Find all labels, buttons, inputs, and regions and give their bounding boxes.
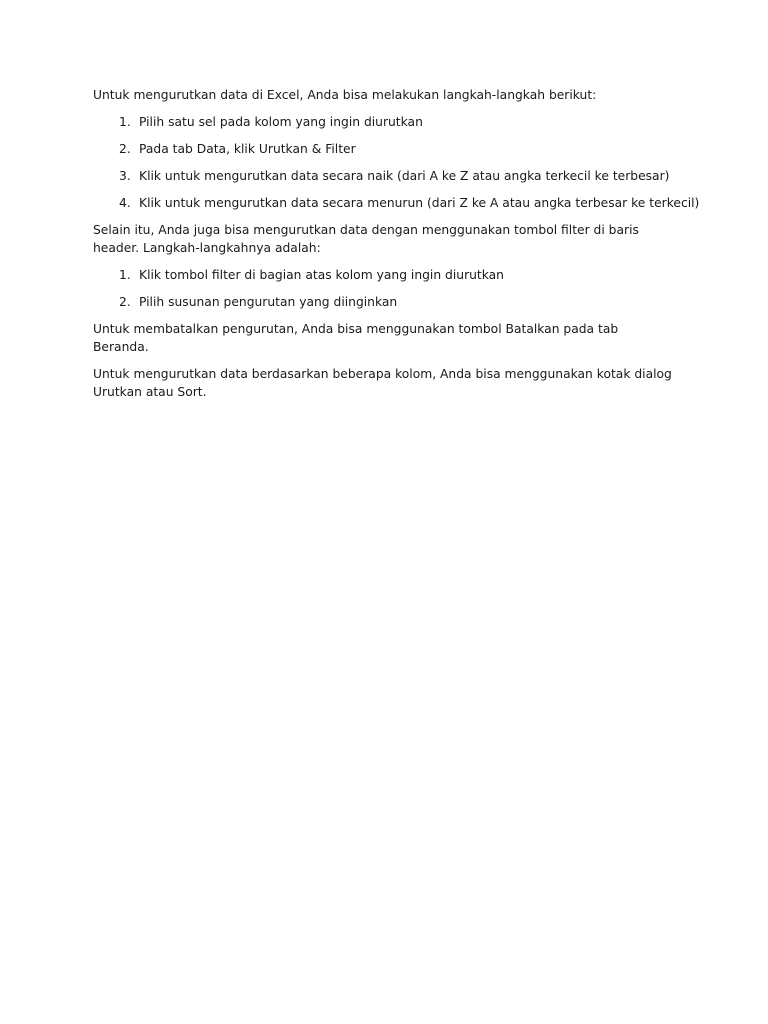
multi-column-paragraph bbox=[93, 365, 673, 401]
list-number: 2. bbox=[119, 295, 131, 309]
list-number: 4. bbox=[119, 196, 131, 210]
filter-paragraph bbox=[93, 221, 673, 257]
list-number: 1. bbox=[119, 115, 131, 129]
list-item bbox=[93, 266, 673, 284]
filter-paragraph-line-2: header. Langkah-langkahnya adalah: bbox=[93, 241, 321, 255]
list-item bbox=[93, 194, 700, 212]
list-item bbox=[93, 167, 673, 185]
document-body bbox=[93, 86, 700, 410]
filter-paragraph-line-1: Selain itu, Anda juga bisa mengurutkan data dengan menggunakan tombol filter di baris bbox=[93, 223, 639, 237]
list-item-text: Pilih susunan pengurutan yang diinginkan bbox=[139, 295, 398, 309]
list-item bbox=[93, 140, 673, 158]
list-number: 3. bbox=[119, 169, 131, 183]
steps-list-sorting bbox=[93, 113, 700, 212]
multi-column-paragraph-line-1: Untuk mengurutkan data berdasarkan beberapa kolom, Anda bisa menggunakan kotak dialog bbox=[93, 367, 672, 381]
intro-paragraph: Untuk mengurutkan data di Excel, Anda bisa melakukan langkah-langkah berikut: bbox=[93, 88, 597, 102]
list-number: 2. bbox=[119, 142, 131, 156]
list-item-text: Klik untuk mengurutkan data secara naik (dari A ke Z atau angka terkecil ke terbesar) bbox=[139, 169, 670, 183]
list-item bbox=[93, 293, 673, 311]
list-number: 1. bbox=[119, 268, 131, 282]
multi-column-paragraph-line-2: Urutkan atau Sort. bbox=[93, 385, 207, 399]
list-item-text: Pilih satu sel pada kolom yang ingin diurutkan bbox=[139, 115, 423, 129]
undo-paragraph: Untuk membatalkan pengurutan, Anda bisa menggunakan tombol Batalkan pada tab Beranda. bbox=[93, 322, 619, 354]
list-item-text: Klik untuk mengurutkan data secara menurun (dari Z ke A atau angka terbesar ke terkecil) bbox=[139, 196, 700, 210]
list-item-text: Pada tab Data, klik Urutkan & Filter bbox=[139, 142, 356, 156]
list-item bbox=[93, 113, 673, 131]
steps-list-filter bbox=[93, 266, 673, 311]
list-item-text: Klik tombol filter di bagian atas kolom yang ingin diurutkan bbox=[139, 268, 504, 282]
